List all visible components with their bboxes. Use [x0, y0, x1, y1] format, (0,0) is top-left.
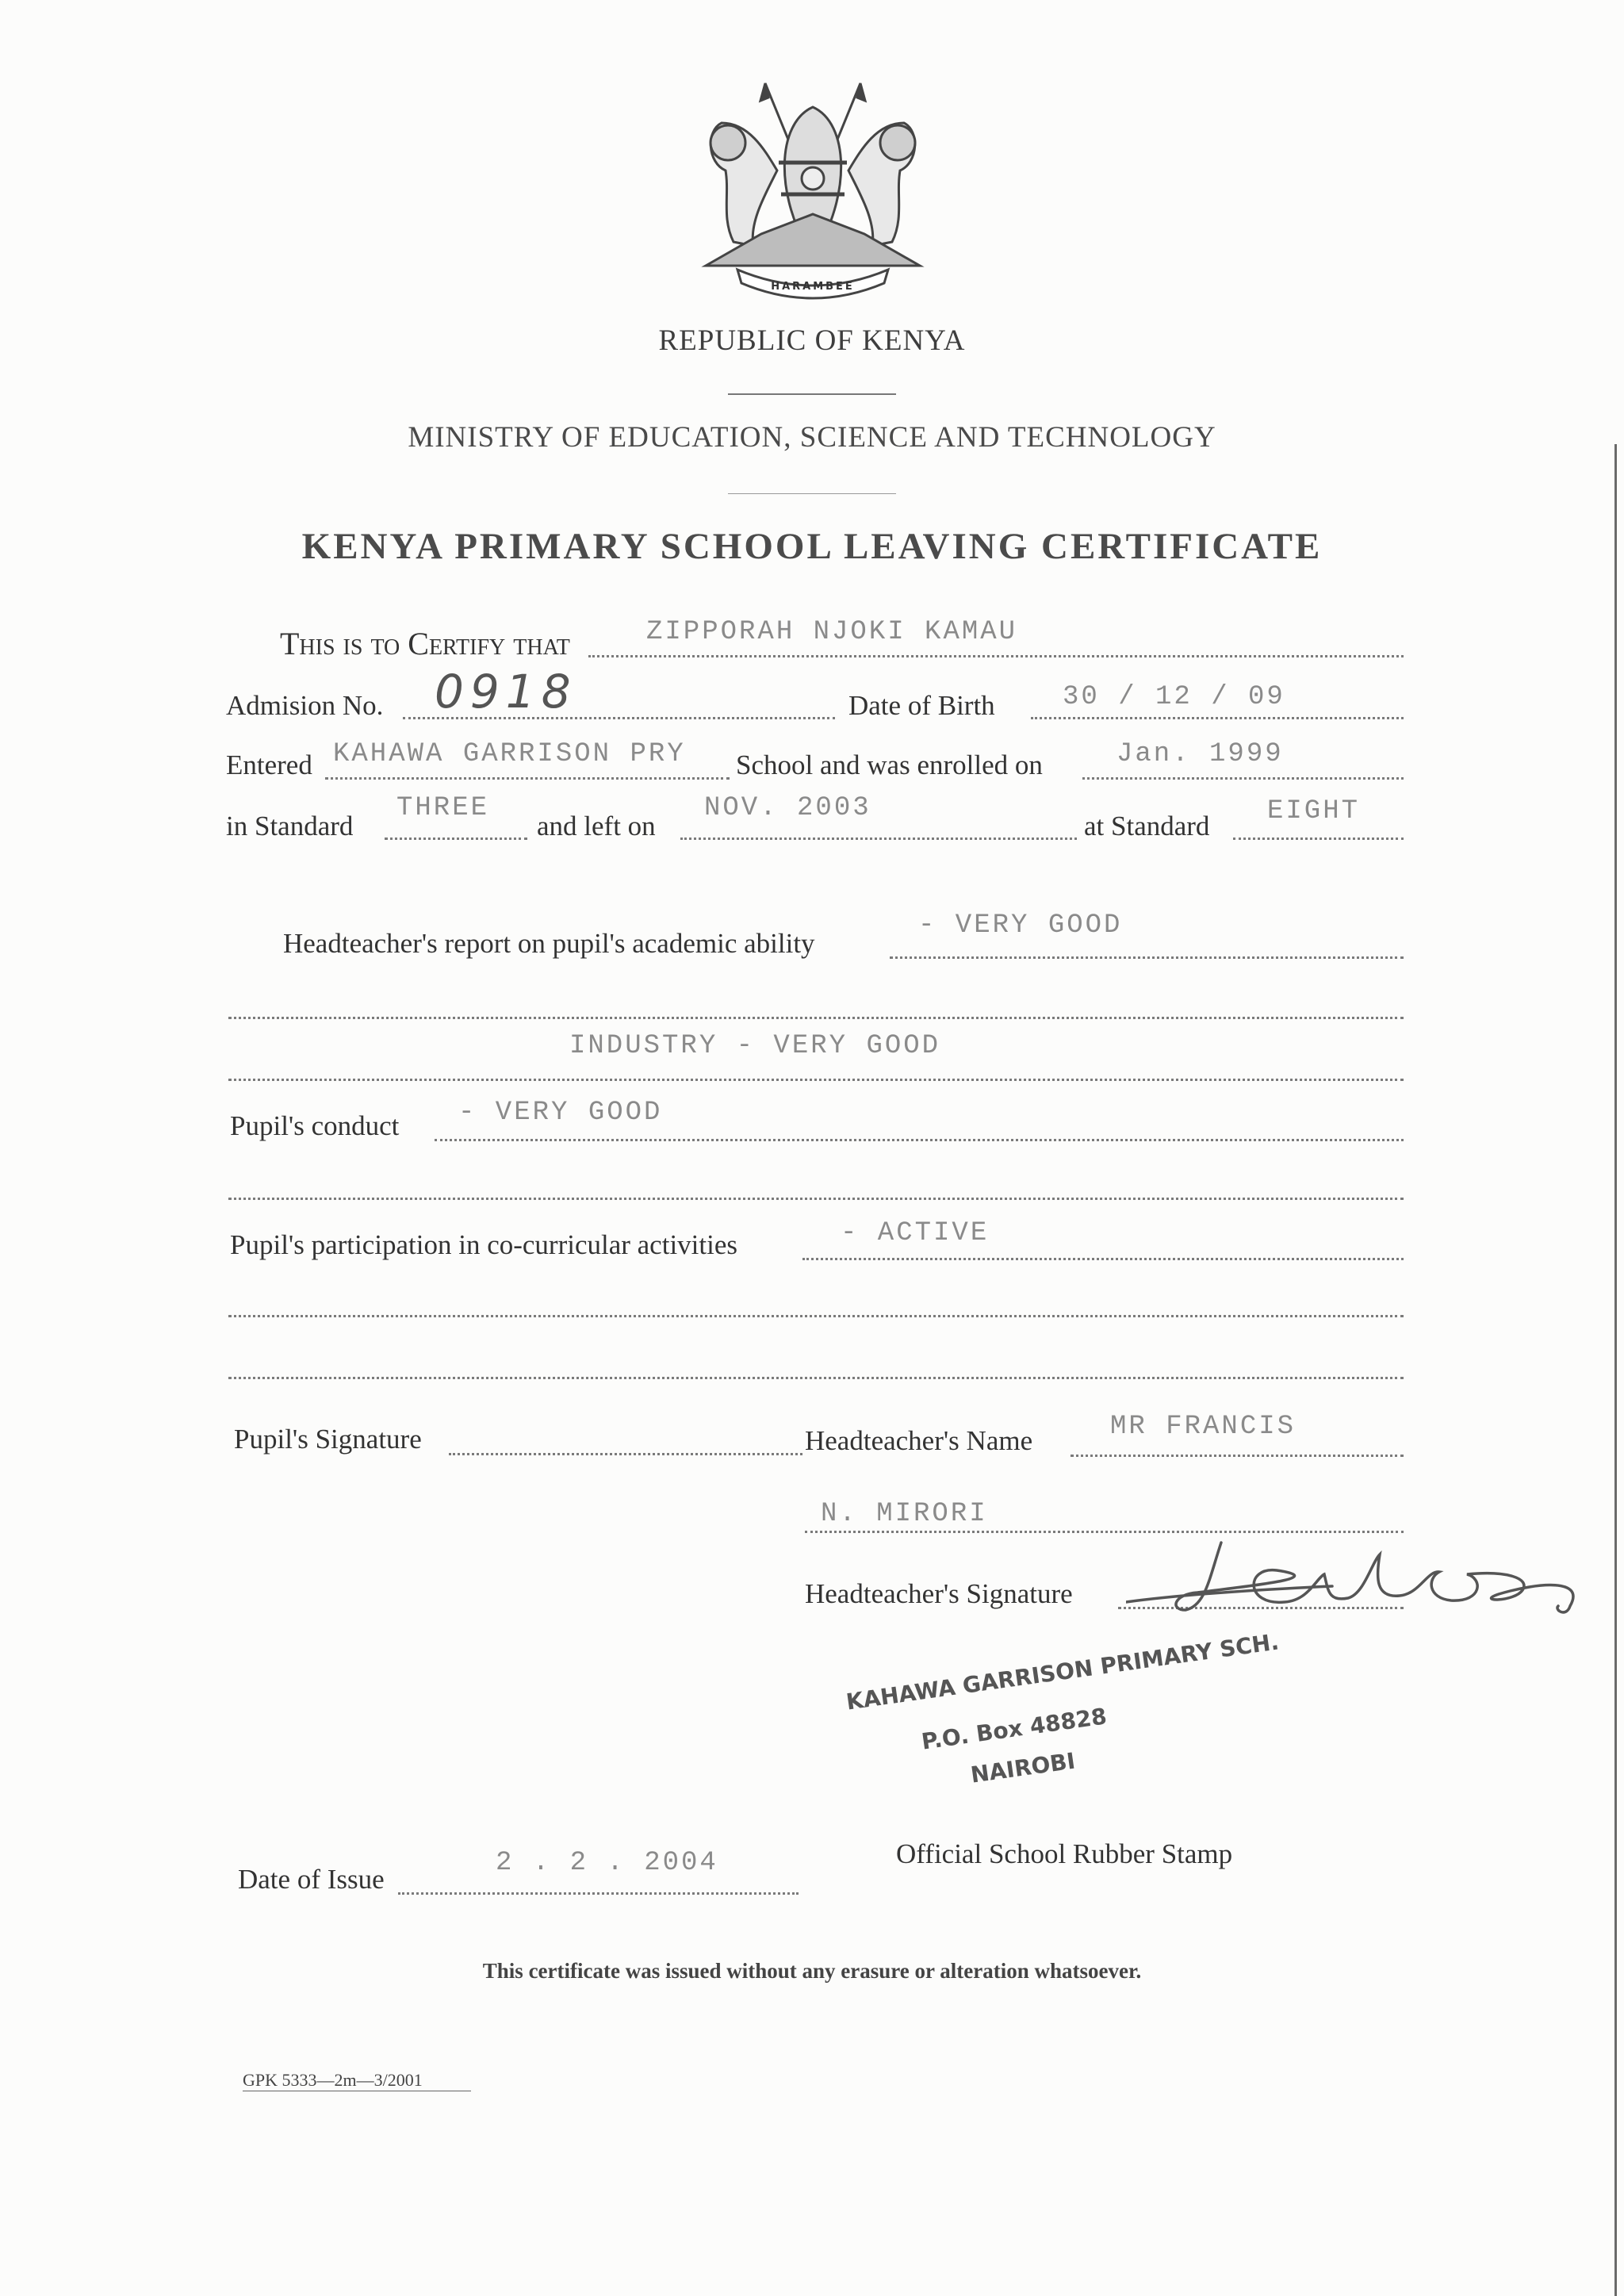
participation-line-2	[228, 1315, 1404, 1317]
certificate-title: KENYA PRIMARY SCHOOL LEAVING CERTIFICATE	[301, 526, 1323, 567]
in-standard-value: THREE	[396, 793, 490, 823]
conduct-value: - VERY GOOD	[458, 1098, 663, 1128]
head-name-label: Headteacher's Name	[805, 1425, 1033, 1456]
participation-value: - ACTIVE	[841, 1218, 990, 1248]
date-of-issue-label: Date of Issue	[238, 1864, 385, 1895]
page-edge-line	[1614, 444, 1617, 2296]
form-code: GPK 5333—2m—3/2001	[243, 2070, 423, 2090]
head-signature-label: Headteacher's Signature	[805, 1578, 1073, 1609]
conduct-line	[435, 1139, 1404, 1141]
date-of-issue-value: 2 . 2 . 2004	[496, 1848, 718, 1878]
industry-line	[228, 1079, 1404, 1081]
dob-label: Date of Birth	[848, 690, 995, 721]
at-standard-line	[1233, 838, 1404, 840]
academic-line-2	[228, 1017, 1404, 1019]
stamp-line-2: P.O. Box 48828	[920, 1703, 1109, 1755]
head-name-line	[1071, 1455, 1404, 1457]
dob-line	[1031, 717, 1404, 719]
admission-label: Admision No.	[226, 690, 384, 721]
participation-label: Pupil's participation in co-curricular activities	[230, 1229, 737, 1260]
stamp-line-1: KAHAWA GARRISON PRIMARY SCH.	[845, 1628, 1281, 1715]
head-name-value-1: MR FRANCIS	[1110, 1412, 1297, 1442]
pupil-signature-line	[449, 1453, 802, 1455]
enrolled-label: School and was enrolled on	[736, 749, 1043, 780]
dob-value: 30 / 12 / 09	[1063, 682, 1285, 712]
admission-value: 0918	[435, 665, 577, 719]
enrolled-value: Jan. 1999	[1116, 739, 1284, 769]
school-value: KAHAWA GARRISON PRY	[333, 739, 686, 769]
divider	[728, 493, 896, 494]
pupil-signature-label: Pupil's Signature	[234, 1424, 422, 1455]
certify-label: This is to Certify that	[280, 626, 570, 661]
participation-line-3	[228, 1377, 1404, 1379]
academic-value: - VERY GOOD	[918, 910, 1123, 941]
motto-text: HARAMBEE	[771, 281, 855, 293]
enrolled-line	[1082, 777, 1404, 780]
conduct-line-2	[228, 1198, 1404, 1200]
republic-heading: REPUBLIC OF KENYA	[658, 324, 966, 357]
name-line	[588, 655, 1404, 657]
school-line	[325, 777, 730, 780]
at-standard-value: EIGHT	[1267, 796, 1361, 826]
in-standard-line	[385, 838, 527, 840]
left-on-value: NOV. 2003	[704, 793, 871, 823]
left-on-line	[680, 838, 1077, 840]
kenya-coat-of-arms-icon	[690, 75, 936, 313]
head-name-value-2: N. MIRORI	[821, 1499, 988, 1529]
ministry-heading: MINISTRY OF EDUCATION, SCIENCE AND TECHNOLOGY	[408, 421, 1216, 454]
pupil-name-value: ZIPPORAH NJOKI KAMAU	[646, 617, 1018, 647]
academic-line	[890, 956, 1404, 959]
date-of-issue-line	[398, 1892, 799, 1895]
left-on-label: and left on	[537, 811, 656, 841]
industry-value: INDUSTRY - VERY GOOD	[569, 1031, 941, 1061]
divider	[728, 393, 896, 395]
certificate-note: This certificate was issued without any erasure or alteration whatsoever.	[482, 1959, 1142, 1983]
at-standard-label: at Standard	[1084, 811, 1210, 841]
headteacher-signature-icon	[1126, 1531, 1602, 1626]
conduct-label: Pupil's conduct	[230, 1110, 400, 1141]
stamp-line-3: NAIROBI	[969, 1747, 1077, 1788]
official-stamp-label: Official School Rubber Stamp	[896, 1838, 1233, 1869]
participation-line	[802, 1258, 1404, 1260]
entered-label: Entered	[226, 749, 312, 780]
in-standard-label: in Standard	[226, 811, 354, 841]
academic-label: Headteacher's report on pupil's academic ability	[283, 928, 815, 959]
